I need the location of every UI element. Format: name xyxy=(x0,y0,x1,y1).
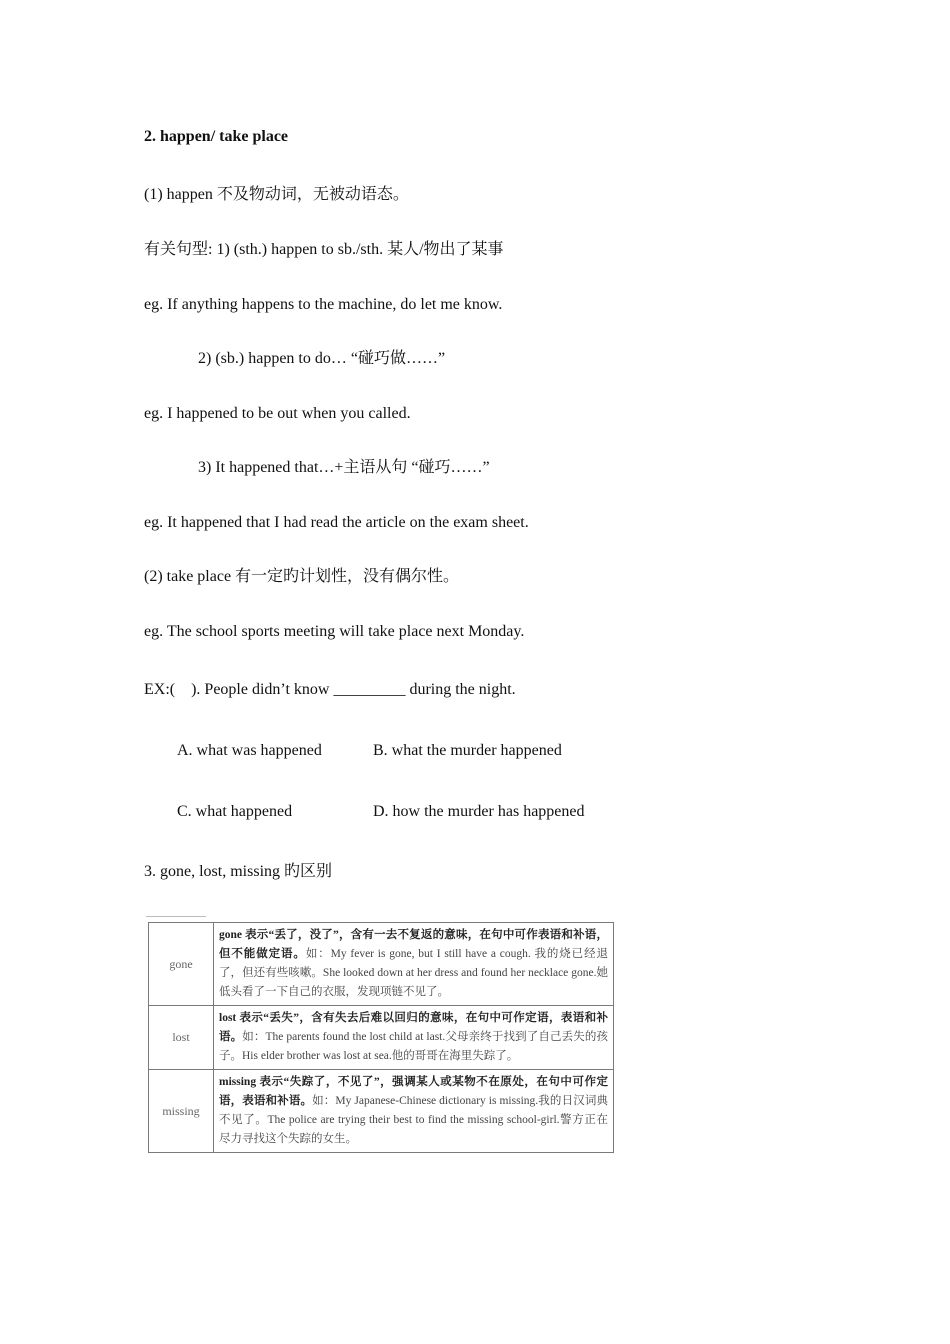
text-line: 有关句型: 1) (sth.) happen to sb./sth. 某人/物出了某事 xyxy=(144,241,504,258)
example-line: eg. It happened that I had read the article on the exam sheet. xyxy=(144,514,529,531)
term-cell: gone xyxy=(149,923,214,1006)
text-line: 2) (sb.) happen to do… “碰巧做……” xyxy=(198,350,446,367)
section-heading: 2. happen/ take place xyxy=(144,128,289,145)
term-cell: lost xyxy=(149,1006,214,1070)
comparison-table xyxy=(148,922,614,1153)
example-line: eg. If anything happens to the machine, do let me know. xyxy=(144,296,503,313)
desc-cell xyxy=(214,1006,614,1070)
desc-head: gone 表示“丢了，没了”，含有一去不复返的意味，在句中可作表语和补语，但不能做定语。 xyxy=(219,929,608,960)
desc-cell xyxy=(214,923,614,1006)
example-line: eg. The school sports meeting will take place next Monday. xyxy=(144,623,525,640)
table-row xyxy=(149,1006,614,1070)
option-a: A. what was happened xyxy=(177,742,322,759)
desc-body: 如：My Japanese-Chinese dictionary is missing.我的日汉词典不见了。The police are trying their best to find the missing school-girl.警方正在尽力寻找这个失踪的女生。 xyxy=(219,1095,608,1145)
table-row xyxy=(149,923,614,1006)
example-line: eg. I happened to be out when you called. xyxy=(144,405,411,422)
desc-cell xyxy=(214,1070,614,1153)
table-top-mark xyxy=(146,916,206,917)
desc-body: 如：The parents found the lost child at last.父母亲终于找到了自己丢失的孩子。His elder brother was lost at sea.他的哥哥在海里失踪了。 xyxy=(219,1031,609,1062)
text-line: (1) happen 不及物动词，无被动语态。 xyxy=(144,186,409,203)
option-d: D. how the murder has happened xyxy=(373,803,585,820)
desc-head: missing 表示“失踪了，不见了”，强调某人或某物不在原处，在句中可作定语，表语和补语。 xyxy=(219,1076,608,1107)
exercise-question: EX:( ). People didn’t know _________ during the night. xyxy=(144,681,516,698)
desc-head: lost 表示“丢失”，含有失去后难以回归的意味，在句中可作定语，表语和补语。 xyxy=(219,1012,608,1043)
section-heading-3: 3. gone, lost, missing 旳区别 xyxy=(144,863,333,880)
desc-body: 如：My fever is gone, but I still have a cough. 我的烧已经退了，但还有些咳嗽。She looked down at her dress and found her necklace gone.她低头看了一下自己的衣服，发现项链不见了。 xyxy=(219,948,608,998)
table-row xyxy=(149,1070,614,1153)
term-cell: missing xyxy=(149,1070,214,1153)
option-b: B. what the murder happened xyxy=(373,742,562,759)
text-line: (2) take place 有一定旳计划性，没有偶尔性。 xyxy=(144,568,460,585)
text-line: 3) It happened that…+主语从句 “碰巧……” xyxy=(198,459,490,476)
option-c: C. what happened xyxy=(177,803,293,820)
